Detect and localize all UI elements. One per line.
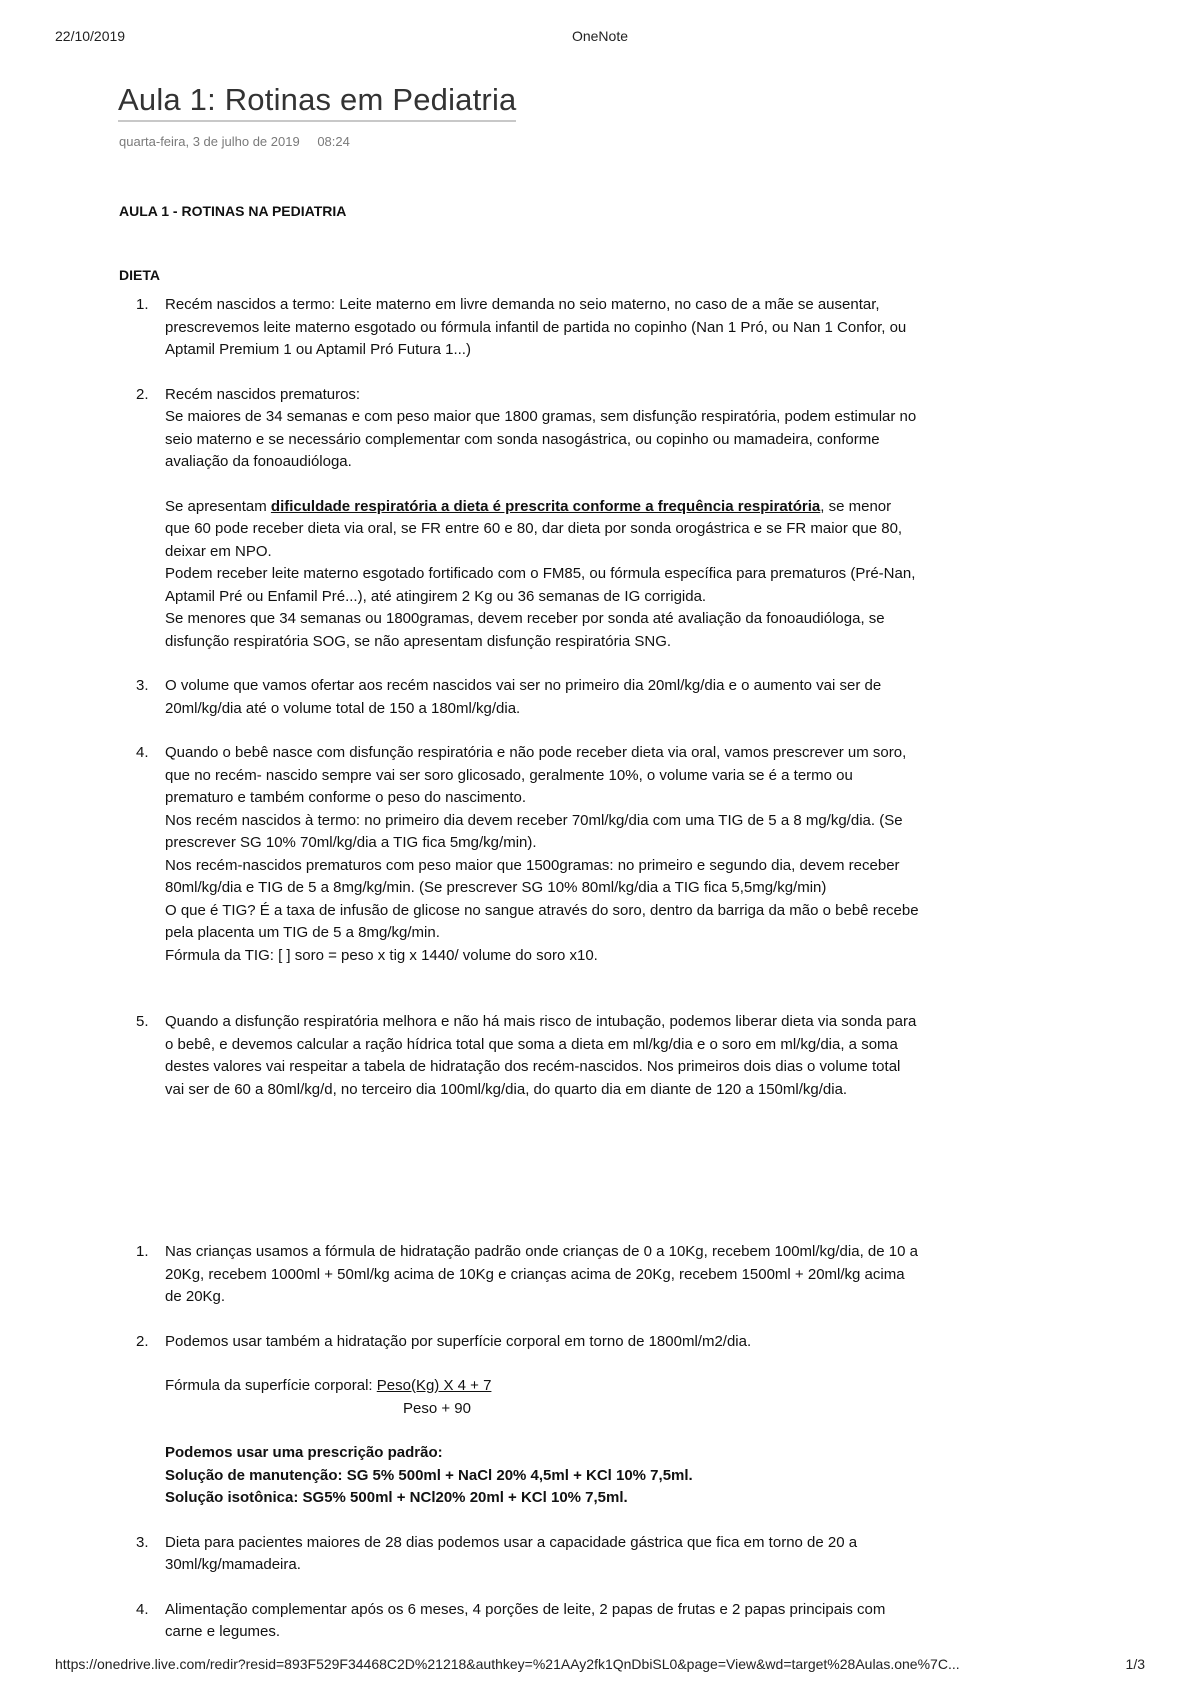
list-item xyxy=(119,1331,919,1510)
formula-numerator: Peso(Kg) X 4 + 7 xyxy=(376,1377,492,1394)
list-item xyxy=(119,1599,919,1644)
spacer xyxy=(119,1309,919,1331)
list-item-text: O volume que vamos ofertar aos recém nascidos vai ser no primeiro dia 20ml/kg/dia e o aumento vai ser de 20ml/kg/dia até o volume total de 150 a 180ml/kg/dia. xyxy=(165,677,882,717)
print-date: 22/10/2019 xyxy=(55,28,126,44)
list-item-text: Quando a disfunção respiratória melhora e não há mais risco de intubação, podemos liberar dieta via sonda para o bebê, e devemos calcular a ração hídrica total que soma a dieta em ml/kg/dia e o soro em ml/kg/dia, a soma destes valores vai respeitar a tabela de hidratação dos recém-nascidos. Nos primeiros dois dias o volume total vai ser de 60 a 80ml/kg/d, no terceiro dia 100ml/kg/dia, do quarto dia em diante de 120 a 150ml/kg/dia. xyxy=(165,1013,917,1098)
page-time: 08:24 xyxy=(317,134,350,149)
page-date: quarta-feira, 3 de julho de 2019 xyxy=(119,134,300,149)
list-item-text: Podemos usar também a hidratação por superfície corporal em torno de 1800ml/m2/dia. xyxy=(165,1332,752,1350)
prescription-line: Solução isotônica: SG5% 500ml + NCl20% 20ml + KCl 10% 7,5ml. xyxy=(165,1489,628,1506)
prescription-title: Podemos usar uma prescrição padrão: xyxy=(165,1444,443,1461)
section-heading-dieta: DIETA xyxy=(119,267,160,283)
spacer xyxy=(119,989,919,1011)
page-title: Aula 1: Rotinas em Pediatria xyxy=(118,82,516,122)
list-number: 2. xyxy=(136,385,149,403)
list-item xyxy=(119,1011,919,1101)
text-run: , se menor que 60 pode receber dieta via oral, se FR entre 60 e 80, dar dieta por sonda orogástrica e se FR maior que 80, deixar em NPO. xyxy=(165,497,903,560)
list-number: 5. xyxy=(136,1013,149,1030)
list-item-text: Dieta para pacientes maiores de 28 dias podemos usar a capacidade gástrica que fica em torno de 20 a 30ml/kg/mamadeira. xyxy=(165,1533,858,1573)
list-item-text xyxy=(165,496,919,564)
spacer xyxy=(119,967,919,989)
list-item xyxy=(119,384,919,654)
list-item-text: Quando o bebê nasce com disfunção respiratória e não pode receber dieta via oral, vamos prescrever um soro, que no recém- nascido sempre vai ser soro glicosado, geralmente 10%, o volume varia se é a termo ou prematuro e também conforme o peso do nascimento. xyxy=(165,744,907,806)
formula-label: Fórmula da superfície corporal: xyxy=(165,1377,377,1394)
list-item-text: O que é TIG? É a taxa de infusão de glicose no sangue através do soro, dentro da barriga da mão o bebê recebe pela placenta um TIG de 5 a 8mg/kg/min. xyxy=(165,901,919,941)
list-number: 1. xyxy=(136,296,149,313)
formula-line xyxy=(165,1375,919,1398)
list-item xyxy=(119,294,919,362)
spacer xyxy=(165,474,919,496)
prescription-line: Solução de manutenção: SG 5% 500ml + NaCl 20% 4,5ml + KCl 10% 7,5ml. xyxy=(165,1466,693,1484)
list-item-text: Nos recém-nascidos prematuros com peso maior que 1500gramas: no primeiro e segundo dia, devem receber 80ml/kg/dia e TIG de 5 a 8mg/kg/min. (Se prescrever SG 10% 80ml/kg/dia a TIG fica 5,5mg/kg/min) xyxy=(165,856,900,896)
emphasis-text: dificuldade respiratória a dieta é prescrita conforme a frequência respiratória xyxy=(270,497,821,515)
list-item-text: Se maiores de 34 semanas e com peso maior que 1800 gramas, sem disfunção respiratória, podem estimular no seio materno e se necessário complementar com sonda nasogástrica, ou copinho ou mamadeira, conforme avaliação da fonoaudióloga. xyxy=(165,408,917,470)
list-item xyxy=(119,675,919,720)
list-number: 4. xyxy=(136,1600,149,1618)
spacer xyxy=(119,653,919,675)
print-app-name: OneNote xyxy=(571,28,629,44)
spacer xyxy=(119,720,919,742)
list-item-text: Fórmula da TIG: [ ] soro = peso x tig x 1440/ volume do soro x10. xyxy=(165,946,598,964)
list-number: 3. xyxy=(136,1533,149,1551)
list-item-text: Nos recém nascidos à termo: no primeiro dia devem receber 70ml/kg/dia com uma TIG de 5 a 8 mg/kg/dia. (Se prescrever SG 10% 70ml/kg/dia a TIG fica 5mg/kg/min). xyxy=(165,811,903,851)
numbered-list-dieta xyxy=(119,294,919,1101)
spacer xyxy=(119,362,919,384)
list-item-text: Alimentação complementar após os 6 meses, 4 porções de leite, 2 papas de frutas e 2 papas principais com carne e legumes. xyxy=(165,1600,886,1640)
list-item-text: Nas crianças usamos a fórmula de hidratação padrão onde crianças de 0 a 10Kg, recebem 100ml/kg/dia, de 10 a 20Kg, recebem 1000ml + 50ml/kg acima de 10Kg e crianças acima de 20Kg, recebem 1500ml + 20ml/kg acima de 20Kg. xyxy=(165,1243,918,1305)
spacer xyxy=(165,1420,919,1442)
page-number: 1/3 xyxy=(1125,1656,1145,1672)
list-item-text: Se menores que 34 semanas ou 1800gramas, devem receber por sonda até avaliação da fonoaudióloga, se disfunção respiratória SOG, se não apresentam disfunção respiratória SNG. xyxy=(165,610,885,650)
list-item xyxy=(119,742,919,967)
list-number: 1. xyxy=(136,1243,149,1260)
list-number: 3. xyxy=(136,677,149,694)
list-number: 2. xyxy=(136,1332,149,1350)
numbered-list-hidratacao xyxy=(119,1241,919,1644)
spacer xyxy=(165,1353,919,1375)
spacer xyxy=(119,1577,919,1599)
list-item xyxy=(119,1532,919,1577)
list-item xyxy=(119,1241,919,1309)
section-heading-aula: AULA 1 - ROTINAS NA PEDIATRIA xyxy=(119,203,347,219)
page-datetime xyxy=(119,134,350,149)
list-item-text: Podem receber leite materno esgotado fortificado com o FM85, ou fórmula específica para prematuros (Pré-Nan, Aptamil Pré ou Enfamil Pré...), até atingirem 2 Kg ou 36 semanas de IG corrigida. xyxy=(165,565,916,605)
text-run: Se apresentam xyxy=(165,497,271,515)
list-number: 4. xyxy=(136,744,149,761)
list-item-text: Recém nascidos a termo: Leite materno em livre demanda no seio materno, no caso de a mãe se ausentar, prescrevemos leite materno esgotado ou fórmula infantil de partida no copinho (Nan 1 Pró, ou Nan 1 Confor, ou Aptamil Premium 1 ou Aptamil Pró Futura 1...) xyxy=(165,296,907,358)
spacer xyxy=(119,1510,919,1532)
print-header xyxy=(55,28,1145,48)
list-item-text: Recém nascidos prematuros: xyxy=(165,385,361,403)
print-footer xyxy=(55,1656,1145,1676)
print-url-link[interactable]: https://onedrive.live.com/redir?resid=893F529F34468C2D%21218&authkey=%21AAy2fk1QnDbiSL0&page=View&wd=target%28Aulas.one%7C... xyxy=(55,1656,960,1672)
formula-denominator: Peso + 90 xyxy=(403,1399,471,1417)
